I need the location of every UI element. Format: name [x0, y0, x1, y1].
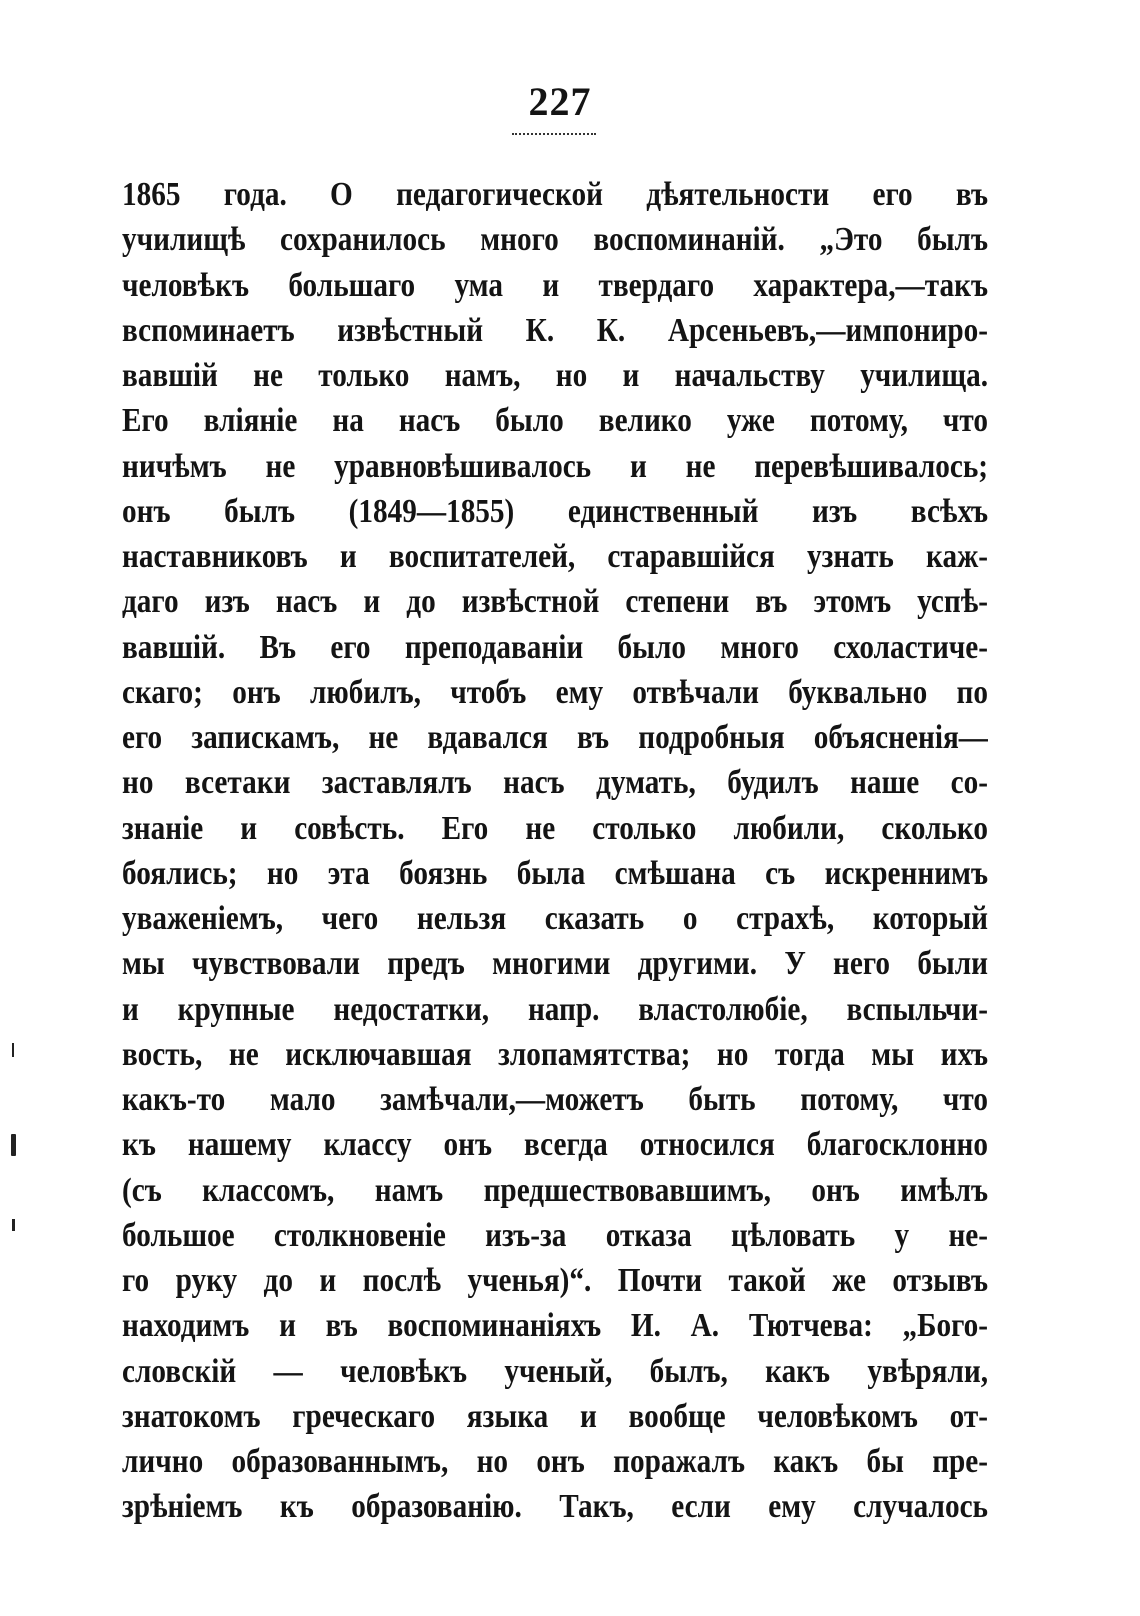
body-text	[122, 172, 988, 1530]
scan-margin-mark	[12, 1043, 14, 1057]
page-number: 227	[528, 79, 592, 124]
text-line: Его вліяніе на насъ было велико уже потому, что	[122, 402, 989, 440]
text-line: уваженіемъ, чего нельзя сказать о страхѣ, который	[122, 900, 989, 937]
text-line: вавшій. Въ его преподаваніи было много схоластиче-	[122, 628, 989, 666]
page-number-rule	[512, 133, 596, 135]
text-line: его запискамъ, не вдавался въ подробныя объясненія—	[122, 719, 989, 756]
text-line: боялись; но эта боязнь была смѣшана съ искреннимъ	[122, 854, 989, 892]
text-line: вавшій не только намъ, но и начальству училища.	[122, 357, 989, 394]
text-line: наставниковъ и воспитателей, старавшійся узнать каж-	[122, 538, 989, 575]
scan-margin-mark	[11, 1134, 16, 1156]
text-line: зрѣніемъ къ образованію. Такъ, если ему случалось	[122, 1488, 989, 1526]
text-line: скаго; онъ любилъ, чтобъ ему отвѣчали буквально по	[122, 673, 989, 711]
text-line: находимъ и въ воспоминаніяхъ И. А. Тютчева: „Бого-	[122, 1307, 989, 1345]
text-line: лично образованнымъ, но онъ поражалъ какъ бы пре-	[122, 1443, 989, 1480]
text-line: (съ классомъ, намъ предшествовавшимъ, онъ имѣлъ	[122, 1171, 989, 1209]
text-line: и крупные недостатки, напр. властолюбіе, вспыльчи-	[122, 990, 989, 1028]
text-line: человѣкъ большаго ума и твердаго характера,—такъ	[122, 266, 989, 304]
text-line: къ нашему классу онъ всегда относился благосклонно	[122, 1126, 989, 1164]
text-line: вость, не исключавшая злопамятства; но тогда мы ихъ	[122, 1035, 989, 1073]
text-line: ничѣмъ не уравновѣшивалось и не перевѣшивалось;	[122, 447, 989, 485]
text-line: большое столкновеніе изъ-за отказа цѣловать у не-	[122, 1216, 989, 1254]
scan-margin-mark	[12, 1219, 15, 1231]
text-line: даго изъ насъ и до извѣстной степени въ этомъ успѣ-	[122, 583, 989, 621]
text-line: онъ былъ (1849—1855) единственный изъ всѣхъ	[122, 492, 989, 530]
text-line: какъ-то мало замѣчали,—можетъ быть потому, что	[122, 1081, 989, 1118]
text-line: словскій — человѣкъ ученый, былъ, какъ увѣряли,	[122, 1352, 989, 1390]
text-line: но всетаки заставлялъ насъ думать, будилъ наше со-	[122, 764, 989, 802]
text-line: знаніе и совѣсть. Его не столько любили, сколько	[122, 809, 989, 847]
text-line: училищѣ сохранилось много воспоминаній. „Это былъ	[122, 221, 989, 259]
text-line: вспоминаетъ извѣстный К. К. Арсеньевъ,—импониро-	[122, 311, 989, 349]
text-line: мы чувствовали предъ многими другими. У него были	[122, 945, 989, 983]
text-line: го руку до и послѣ ученья)“. Почти такой же отзывъ	[122, 1262, 989, 1299]
text-line: 1865 года. О педагогической дѣятельности его въ	[122, 176, 989, 213]
text-line: знатокомъ греческаго языка и вообще человѣкомъ от-	[122, 1397, 989, 1435]
